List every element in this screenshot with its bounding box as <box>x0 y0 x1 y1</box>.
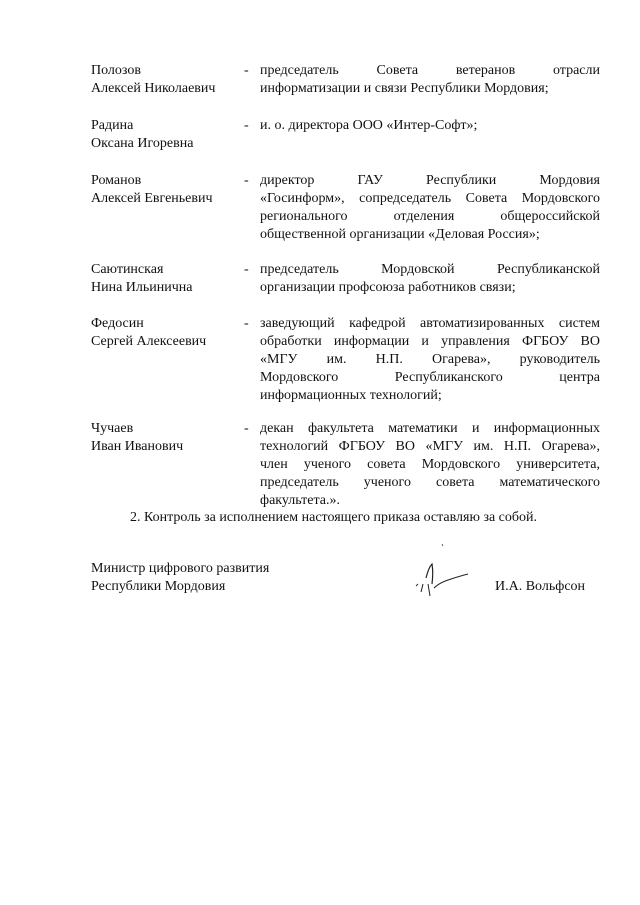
member-name <box>91 117 241 153</box>
member-role <box>260 420 600 510</box>
member-role <box>260 172 600 244</box>
role-line: общественной организации «Деловая Россия»; <box>260 227 540 242</box>
control-paragraph: 2. Контроль за исполнением настоящего приказа оставляю за собой. <box>130 510 538 525</box>
role-line: факультета.». <box>260 493 340 508</box>
role-line: член ученого совета Мордовского университета, <box>260 457 600 472</box>
handwritten-signature <box>412 540 472 610</box>
member-surname: Саютинская <box>91 262 164 277</box>
role-line: Мордовского Республиканского центра <box>260 370 600 385</box>
dash-separator: - <box>244 118 249 133</box>
member-given-names: Алексей Евгеньевич <box>91 191 213 206</box>
member-name <box>91 420 241 456</box>
member-surname: Федосин <box>91 316 144 331</box>
role-line: организации профсоюза работников связи; <box>260 280 516 295</box>
dash-separator: - <box>244 421 249 436</box>
member-role <box>260 117 600 135</box>
role-line: «МГУ им. Н.П. Огарева», руководитель <box>260 352 600 367</box>
member-role <box>260 315 600 405</box>
dash-separator: - <box>244 173 249 188</box>
member-given-names: Сергей Алексеевич <box>91 334 207 349</box>
signatory-name: И.А. Вольфсон <box>495 579 586 594</box>
dash-separator: - <box>244 316 249 331</box>
role-line: информатизации и связи Республики Мордовия; <box>260 81 549 96</box>
role-line: декан факультета математики и информационных <box>260 421 600 436</box>
role-line: «Госинформ», сопредседатель Совета Мордовского <box>260 191 600 206</box>
role-line: председатель Совета ветеранов отрасли <box>260 63 600 78</box>
member-name <box>91 62 241 98</box>
member-surname: Полозов <box>91 63 141 78</box>
signatory-title-line: Министр цифрового развития <box>91 561 270 576</box>
member-name <box>91 172 241 208</box>
role-line: регионального отделения общероссийской <box>260 209 600 224</box>
member-given-names: Оксана Игоревна <box>91 136 194 151</box>
member-surname: Романов <box>91 173 142 188</box>
member-name <box>91 315 241 351</box>
member-surname: Чучаев <box>91 421 134 436</box>
member-name <box>91 261 241 297</box>
dash-separator: - <box>244 262 249 277</box>
member-role <box>260 62 600 98</box>
dash-separator: - <box>244 63 249 78</box>
role-line: председатель ученого совета математического <box>260 475 600 490</box>
role-line: технологий ФГБОУ ВО «МГУ им. Н.П. Огарева», <box>260 439 600 454</box>
role-line: председатель Мордовской Республиканской <box>260 262 600 277</box>
member-given-names: Алексей Николаевич <box>91 81 216 96</box>
member-role <box>260 261 600 297</box>
signatory-title <box>91 560 269 596</box>
role-line: информационных технологий; <box>260 388 442 403</box>
role-line: и. о. директора ООО «Интер-Софт»; <box>260 118 478 133</box>
role-line: директор ГАУ Республики Мордовия <box>260 173 600 188</box>
role-line: заведующий кафедрой автоматизированных систем <box>260 316 600 331</box>
member-given-names: Нина Ильинична <box>91 280 193 295</box>
member-given-names: Иван Иванович <box>91 439 184 454</box>
signatory-title-line: Республики Мордовия <box>91 579 226 594</box>
member-surname: Радина <box>91 118 134 133</box>
role-line: обработки информации и управления ФГБОУ ВО <box>260 334 600 349</box>
